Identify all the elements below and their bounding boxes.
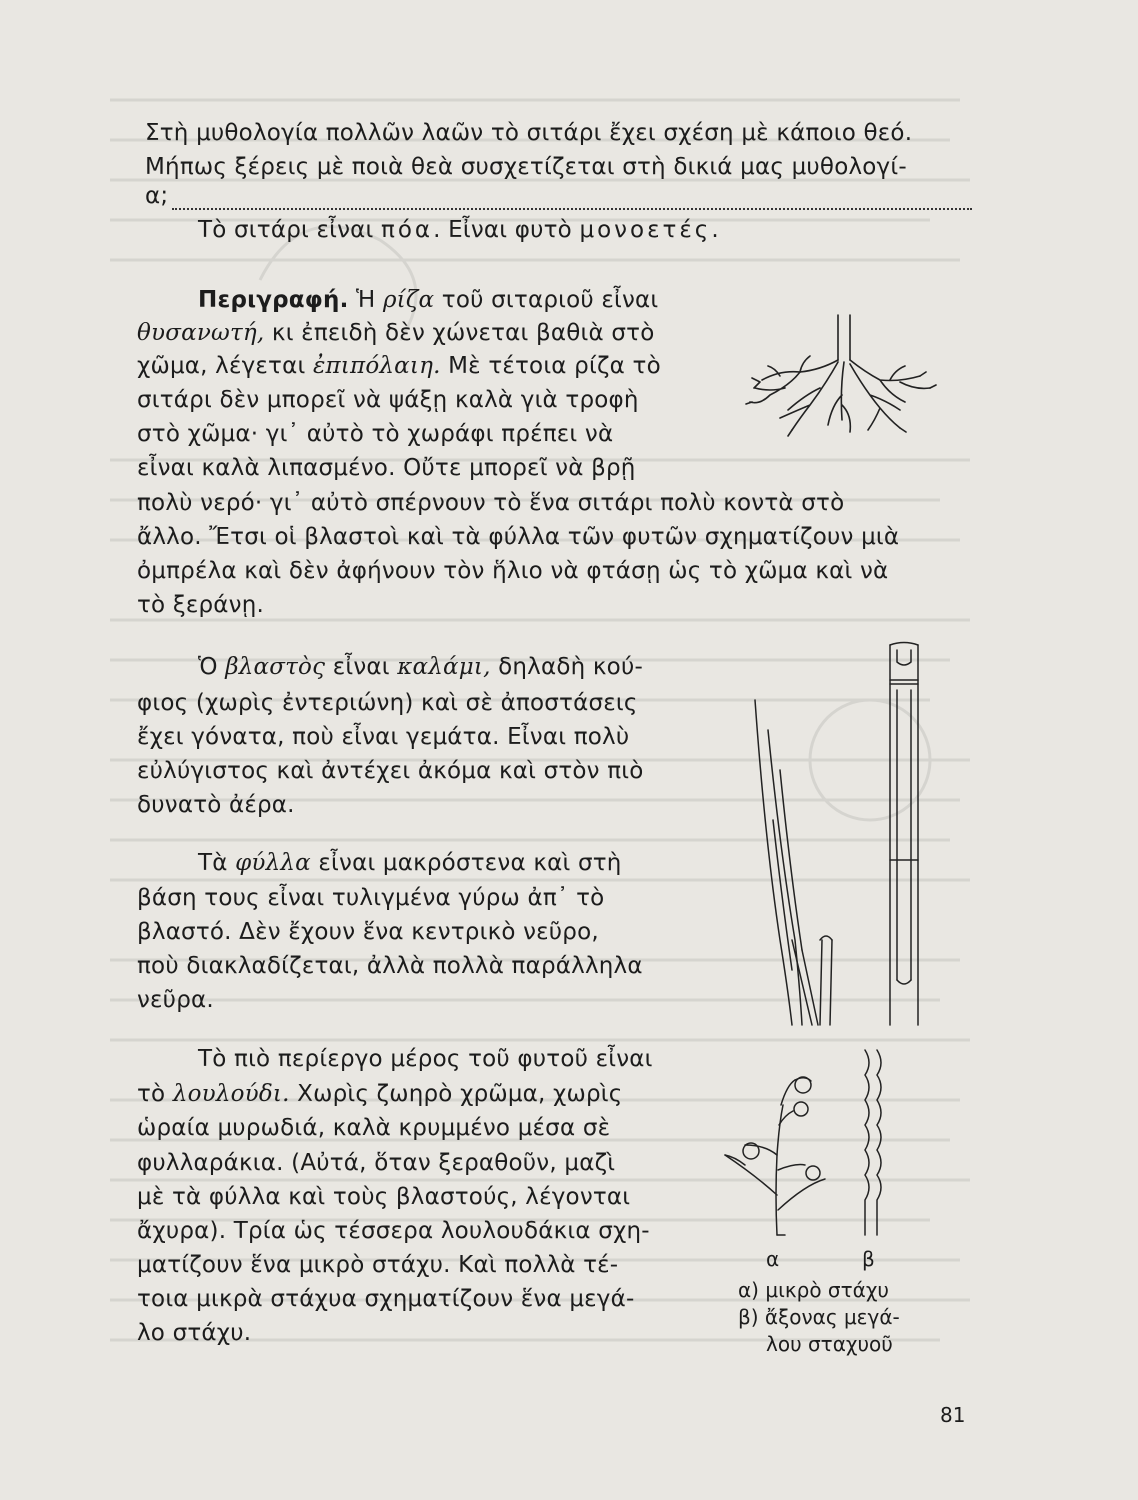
flower-line-3: ὡραία μυρωδιά, καλὰ κρυμμένο μέσα σὲ [137, 1115, 611, 1141]
intro-line-3: α; [145, 183, 169, 209]
description-line-9: ὀμπρέλα καὶ δὲν ἀφήνουν τὸν ἥλιο νὰ φτάσῃ ὡς τὸ χῶμα καὶ νὰ [137, 558, 889, 584]
leaves-line-1: Τὰ φύλλα εἶναι μακρόστενα καὶ στὴ [198, 850, 622, 876]
root-illustration [740, 310, 940, 440]
description-line-3: χῶμα, λέγεται ἐπιπόλαιη. Μὲ τέτοια ρίζα τὸ [137, 353, 661, 379]
stem-line-2: φιος (χωρὶς ἐντεριώνη) καὶ σὲ ἀποστάσεις [137, 690, 638, 716]
definition-line: Τὸ σιτάρι εἶναι πόα. Εἶναι φυτὸ μονοετές. [198, 217, 719, 243]
stem-line-4: εὐλύγιστος καὶ ἀντέχει ἀκόμα καὶ στὸν πιὸ [137, 758, 644, 784]
figure-caption-line-3: λου σταχυοῦ [766, 1332, 893, 1356]
stem-line-5: δυνατὸ ἀέρα. [137, 792, 295, 818]
figure-caption-line-2: β) ἄξονας μεγά- [738, 1305, 900, 1329]
flower-line-6: ἄχυρα). Τρία ὡς τέσσερα λουλουδάκια σχη- [137, 1218, 650, 1244]
answer-blank-line [172, 190, 972, 210]
figure-label-a: α [766, 1247, 780, 1271]
description-line-10: τὸ ξεράνῃ. [137, 592, 264, 618]
intro-line-2: Μήπως ξέρεις μὲ ποιὰ θεὰ συσχετίζεται στὴ δικιά μας μυθολογί- [145, 154, 907, 180]
leaves-line-3: βλαστό. Δὲν ἔχουν ἕνα κεντρικὸ νεῦρο, [137, 919, 599, 945]
description-line-1: Περιγραφή. Ἡ ρίζα τοῦ σιταριοῦ εἶναι [198, 287, 659, 313]
description-line-4: σιτάρι δὲν μπορεῖ νὰ ψάξῃ καλὰ γιὰ τροφὴ [137, 387, 639, 413]
flower-line-8: τοια μικρὰ στάχυα σχηματίζουν ἕνα μεγά- [137, 1286, 635, 1312]
description-line-6: εἶναι καλὰ λιπασμένο. Οὔτε μπορεῖ νὰ βρῇ [137, 455, 636, 481]
stem-line-1: Ὁ βλαστὸς εἶναι καλάμι, δηλαδὴ κού- [198, 654, 643, 680]
flower-line-7: ματίζουν ἕνα μικρὸ στάχυ. Καὶ πολλὰ τέ- [137, 1252, 619, 1278]
leaves-line-5: νεῦρα. [137, 987, 214, 1013]
flower-line-9: λο στάχυ. [137, 1320, 252, 1346]
flower-line-4: φυλλαράκια. (Αὐτά, ὅταν ξεραθοῦν, μαζὶ [137, 1150, 616, 1176]
flower-line-2: τὸ λουλούδι. Χωρὶς ζωηρὸ χρῶμα, χωρὶς [137, 1081, 623, 1107]
flower-line-5: μὲ τὰ φύλλα καὶ τοὺς βλαστούς, λέγονται [137, 1184, 631, 1210]
leaves-line-4: ποὺ διακλαδίζεται, ἀλλὰ πολλὰ παράλληλα [137, 953, 643, 979]
leaves-line-2: βάση τους εἶναι τυλιγμένα γύρω ἀπ᾿ τὸ [137, 885, 605, 911]
description-line-8: ἄλλο. Ἔτσι οἱ βλαστοὶ καὶ τὰ φύλλα τῶν φυτῶν σχηματίζουν μιὰ [137, 524, 900, 550]
description-line-5: στὸ χῶμα· γι᾿ αὐτὸ τὸ χωράφι πρέπει νὰ [137, 421, 614, 447]
flower-line-1: Τὸ πιὸ περίεργο μέρος τοῦ φυτοῦ εἶναι [198, 1046, 653, 1072]
page-number: 81 [940, 1403, 966, 1427]
description-line-2: θυσανωτή, κι ἐπειδὴ δὲν χώνεται βαθιὰ στὸ [137, 320, 655, 346]
figure-label-b: β [862, 1247, 875, 1271]
stem-line-3: ἔχει γόνατα, ποὺ εἶναι γεμάτα. Εἶναι πολὺ [137, 724, 630, 750]
description-line-7: πολὺ νερό· γι᾿ αὐτὸ σπέρνουν τὸ ἕνα σιτάρι πολὺ κοντὰ στὸ [137, 490, 845, 516]
stem-leaf-illustration [740, 640, 950, 1030]
intro-line-1: Στὴ μυθολογία πολλῶν λαῶν τὸ σιτάρι ἔχει σχέση μὲ κάποιο θεό. [145, 120, 913, 146]
figure-caption-line-1: α) μικρὸ στάχυ [738, 1278, 889, 1302]
spikelet-illustration [705, 1045, 905, 1240]
